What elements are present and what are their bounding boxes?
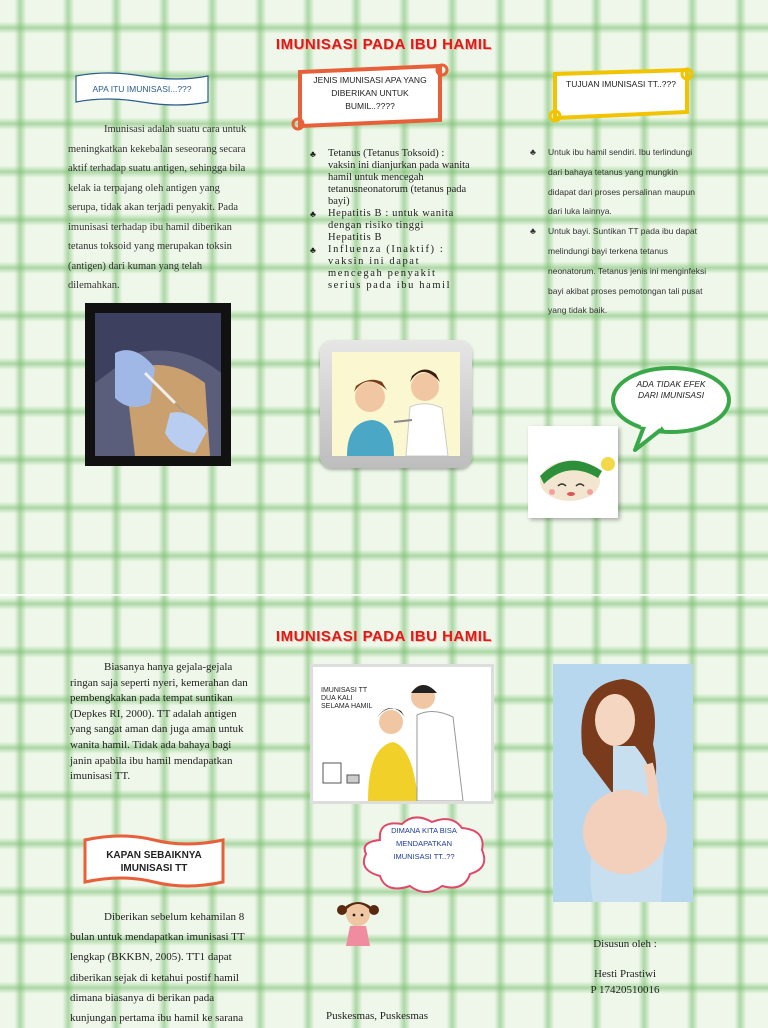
list-item: ♣ Hepatitis B : untuk wanita dengan risiko tinggi Hepatitis B	[310, 208, 470, 244]
girl-character	[334, 896, 382, 946]
pregnant-woman-image	[553, 664, 693, 902]
author-block	[560, 936, 690, 998]
list-item: ♣ Tetanus (Tetanus Toksoid) : vaksin ini dianjurkan pada wanita hamil untuk mencegah tetanusneonatorum (tetanus pada bayi)	[310, 148, 470, 208]
list-item: ♣ Untuk ibu hamil sendiri. Ibu terlindungi dari bahaya tetanus yang mungkin didapat dari proses persalinan maupun dari luka lainnya.	[530, 143, 708, 222]
label-jenis-imunisasi	[290, 62, 450, 132]
poster-text: IMUNISASI TT DUA KALI SELAMA HAMIL	[321, 687, 373, 710]
panel1-text: Imunisasi adalah suatu cara untuk meningkatkan kekebalan seseorang secara aktif terhadap suatu antigen, sehingga bila kelak ia terpajang oleh antigen yang serupa, tidak akan terjadi penyakit. Pada imunisasi terhadap ibu hamil diberikan tetanus toksoid yang merupakan toksin (antigen) dari kuman yang telah dilemahkan.	[68, 124, 247, 291]
injection-arm-image	[95, 313, 221, 456]
label-tujuan-imunisasi	[547, 66, 695, 126]
speech-bubble-shape	[605, 362, 733, 454]
page2-text1: Biasanya hanya gejala-gejala ringan saja seperti nyeri, kemerahan dan pembengkakan pada tempat suntikan (Depkes RI, 2000). TT adalah antigen yang sangat aman dan juga aman untuk wanita hamil. Tidak ada bahaya bagi janin apabila ibu hamil mendapatkan imunisasi TT.	[70, 661, 248, 783]
author-label: Disusun oleh :	[593, 938, 657, 950]
list-item: ♣ Untuk bayi. Suntikan TT pada ibu dapat melindungi bayi terkena tetanus neonatorum. Tetanus jenis ini menginfeksi bayi akibat proses pemotongan tali pusat yang tidak baik.	[530, 222, 708, 321]
label-text: TUJUAN IMUNISASI TT..???	[566, 79, 676, 89]
page2-text2: Diberikan sebelum kehamilan 8 bulan untuk mendapatkan imunisasi TT lengkap (BKKBN, 2005). TT1 dapat diberikan sejak di ketahui postif hamil dimana biasanya di berikan pada kunjungan pertama ibu hamil ke sarana	[70, 911, 245, 1025]
label-kapan-imunisasi	[82, 832, 226, 894]
page-title-2: IMUNISASI PADA IBU HAMIL	[275, 628, 493, 645]
cloud-bubble-dimana	[356, 812, 492, 898]
bubble-text: ADA TIDAK EFEK DARI IMUNISASI	[636, 379, 706, 400]
label-text: KAPAN SEBAIKNYA IMUNISASI TT	[106, 850, 202, 874]
vaccination-illustration-frame	[320, 340, 472, 468]
speech-bubble-efek	[605, 362, 733, 454]
author-id: P 17420510016	[590, 984, 660, 996]
panel3-list	[530, 143, 708, 321]
scroll-shape	[547, 66, 695, 126]
nurse-injection-illustration	[332, 352, 460, 456]
cloud-text: DIMANA KITA BISA MENDAPATKAN IMUNISASI TT..??	[391, 826, 457, 861]
girl-icon	[334, 896, 382, 946]
page-title: IMUNISASI PADA IBU HAMIL	[275, 36, 493, 53]
page-divider	[0, 594, 768, 596]
vaccination-photo	[85, 303, 231, 466]
nurse-patient-illustration	[313, 667, 491, 801]
puskesmas-text: Puskesmas, Puskesmas	[326, 1010, 429, 1022]
author-name: Hesti Prastiwi	[593, 968, 657, 980]
panel2-list	[310, 148, 470, 292]
cartoon-character	[528, 426, 618, 518]
pregnant-woman-illustration	[553, 664, 693, 902]
sleepy-face-icon	[528, 426, 618, 518]
immunization-poster	[310, 664, 494, 804]
label-apa-itu-imunisasi	[72, 70, 212, 110]
list-item: ♣ Influenza (Inaktif) : vaksin ini dapat mencegah penyakit serius pada ibu hamil	[310, 244, 470, 292]
label-text: APA ITU IMUNISASI...???	[92, 84, 192, 94]
label-text: JENIS IMUNISASI APA YANG DIBERIKAN UNTUK BUMIL..????	[313, 75, 427, 111]
